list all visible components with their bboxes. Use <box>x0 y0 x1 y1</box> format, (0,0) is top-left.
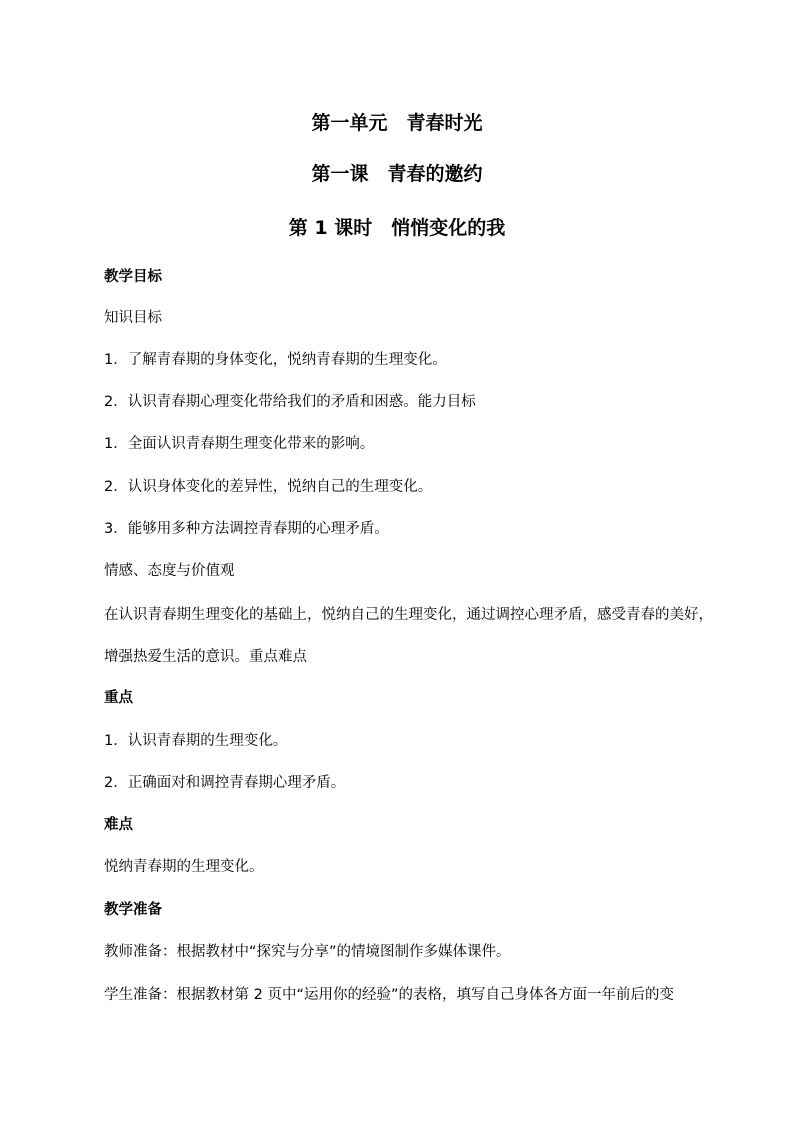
period-title: 第 1 课时 悄悄变化的我 <box>288 217 506 239</box>
difficulty-heading: 难点 <box>104 817 133 833</box>
objectives-heading: 教学目标 <box>104 269 162 285</box>
teacher-preparation: 教师准备：根据教材中“探究与分享”的情境图制作多媒体课件。 <box>104 944 511 960</box>
ability-item-2: 2．认识身体变化的差异性，悦纳自己的生理变化。 <box>104 479 433 495</box>
knowledge-heading: 知识目标 <box>104 310 162 326</box>
preparation-heading: 教学准备 <box>104 902 162 918</box>
student-preparation: 学生准备：根据教材第 2 页中“运用你的经验”的表格，填写自己身体各方面一年前后的变 <box>104 987 674 1003</box>
knowledge-item-2: 2．认识青春期心理变化带给我们的矛盾和困惑。能力目标 <box>104 394 476 410</box>
knowledge-item-1: 1．了解青春期的身体变化，悦纳青春期的生理变化。 <box>104 352 447 368</box>
emotion-paragraph: 在认识青春期生理变化的基础上，悦纳自己的生理变化，通过调控心理矛盾，感受青春的美好，增强热爱生活的意识。重点难点 <box>104 607 713 665</box>
ability-item-1: 1．全面认识青春期生理变化带来的影响。 <box>104 436 375 452</box>
emotion-heading: 情感、态度与价值观 <box>104 563 235 579</box>
key-points-heading: 重点 <box>104 690 133 706</box>
key-point-item-1: 1．认识青春期的生理变化。 <box>104 733 288 749</box>
ability-item-3: 3．能够用多种方法调控青春期的心理矛盾。 <box>104 521 389 537</box>
difficulty-text: 悦纳青春期的生理变化。 <box>104 859 264 875</box>
key-point-item-2: 2．正确面对和调控青春期心理矛盾。 <box>104 775 346 791</box>
unit-title: 第一单元 青春时光 <box>311 112 483 134</box>
lesson-title: 第一课 青春的邀约 <box>311 163 483 185</box>
